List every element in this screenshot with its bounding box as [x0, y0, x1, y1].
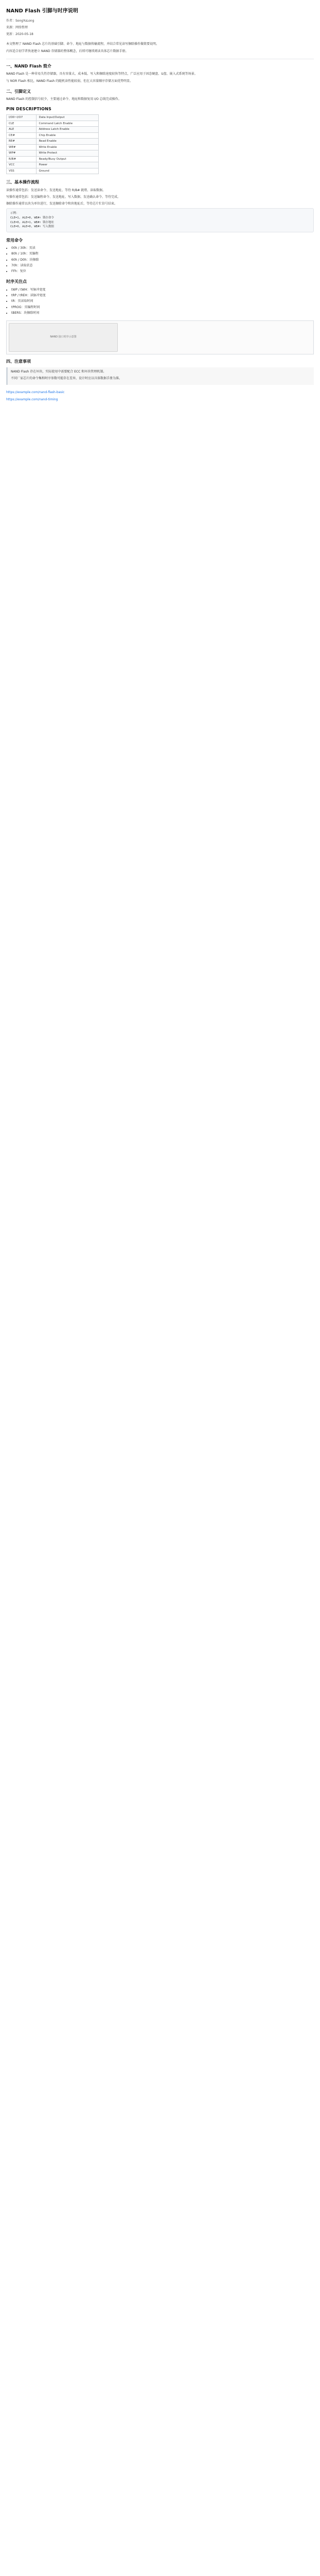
note-callout — [6, 367, 314, 385]
table-row — [7, 144, 99, 150]
pin-desc: Chip Enable — [37, 132, 99, 139]
pin-name: RE# — [7, 139, 37, 145]
pin-name: WE# — [7, 144, 37, 150]
bullet-group-2 — [6, 279, 314, 315]
list-item: • tWP / tWH：写脉冲宽度 — [11, 287, 314, 292]
code-block: 示例： CLE=1, ALE=0, WE#↑ 锁存命令 CLE=0, ALE=1, WE#↑ 锁存地址 CLE=0, ALE=0, WE#↑ 写入数据 — [6, 208, 314, 232]
bullet-list — [6, 287, 314, 315]
section-heading: 四、注意事项 — [6, 359, 31, 364]
pin-desc: Read Enable — [37, 139, 99, 145]
table-row — [7, 127, 99, 133]
reference-link[interactable]: https://example.com/nand-flash-basic — [6, 391, 65, 395]
section-paragraph: NAND Flash 是一种非易失性存储器，具有容量大、成本低、写入和擦除速度较快等特点，广泛应用于固态硬盘、U盘、嵌入式系统等场景。 — [6, 72, 198, 76]
pin-name: CE# — [7, 132, 37, 139]
table-row — [7, 121, 99, 127]
list-item: • tPROG：页编程时间 — [11, 305, 314, 310]
article-container — [0, 0, 320, 402]
intro-section — [6, 42, 314, 54]
pin-desc: Power — [37, 162, 99, 168]
reference-link-wrapper — [6, 397, 314, 402]
section-paragraph: NAND Flash 存在坏块，实际使用中需要配合 ECC 和坏块管理机制。 — [11, 369, 106, 374]
section-paragraph: NAND Flash 的控制信号较少，主要通过命令、地址和数据复用 I/O 总线完成操作。 — [6, 97, 121, 101]
bullet-group-title: 常用命令 — [6, 238, 23, 243]
section-heading: 三、基本操作流程 — [6, 180, 39, 185]
pin-name: VCC — [7, 162, 37, 168]
list-item: • tRP / tREH：读脉冲宽度 — [11, 293, 314, 298]
pin-desc: Address Latch Enable — [37, 127, 99, 133]
intro-paragraph: 内容适合初学者快速建立 NAND 存储器的整体概念，后续可继续阅读具体芯片数据手册。 — [6, 49, 129, 53]
image-caption: NAND 接口时序示意图 — [50, 335, 77, 339]
table-row — [7, 150, 99, 157]
meta-line: 来源：网络整理 — [6, 25, 28, 29]
reference-link[interactable]: https://example.com/nand-timing — [6, 397, 58, 401]
section-4 — [6, 359, 314, 385]
list-item: • 00h / 30h：页读 — [11, 246, 314, 250]
meta-line: 作者：SongYuLong — [6, 19, 34, 23]
pin-name: CLE — [7, 121, 37, 127]
image-block — [6, 320, 314, 354]
pin-desc: Write Protect — [37, 150, 99, 157]
links-section — [6, 390, 314, 402]
timing-diagram-image — [9, 323, 118, 352]
section-2 — [6, 89, 314, 174]
meta-block — [6, 19, 314, 37]
pin-desc: Command Latch Enable — [37, 121, 99, 127]
pin-desc: Ready/Busy Output — [37, 156, 99, 162]
table-row — [7, 132, 99, 139]
section-paragraph: 与 NOR Flash 相比，NAND Flash 的随机读性能较弱，但在大容量顺序存储方面优势明显。 — [6, 79, 133, 83]
list-item: • 80h / 10h：页编程 — [11, 251, 314, 256]
pin-table — [6, 114, 99, 174]
table-row — [7, 115, 99, 121]
section-paragraph: 读操作通常包括：发送读命令、发送地址、等待 R/B# 就绪、读取数据。 — [6, 188, 106, 192]
section-paragraph: 写操作通常包括：发送编程命令、发送地址、写入数据、发送确认命令、等待完成。 — [6, 195, 121, 199]
table-row — [7, 139, 99, 145]
bullet-list — [6, 246, 314, 274]
pin-descriptions-title: PIN DESCRIPTIONS — [6, 106, 51, 111]
pin-name: I/O0~I/O7 — [7, 115, 37, 121]
list-item: • 60h / D0h：块擦除 — [11, 258, 314, 262]
list-item: • tBERS：块擦除时间 — [11, 311, 314, 315]
reference-link-wrapper — [6, 390, 314, 395]
intro-paragraph: 本文整理了 NAND Flash 芯片的基础引脚、命令、地址与数据传输流程，并结合常见读写擦除操作做简要说明。 — [6, 42, 159, 46]
section-heading: 一、NAND Flash 简介 — [6, 63, 51, 69]
pin-name: ALE — [7, 127, 37, 133]
table-row — [7, 162, 99, 168]
pin-name: WP# — [7, 150, 37, 157]
section-1 — [6, 63, 314, 83]
meta-line: 更新：2020-05-18 — [6, 32, 33, 37]
section-paragraph: 擦除操作通常以块为单位进行，发送擦除命令和块地址后，等待芯片忙信号结束。 — [6, 202, 118, 206]
pin-desc: Write Enable — [37, 144, 99, 150]
pin-name: VSS — [7, 168, 37, 174]
list-item: • tR：页读取时间 — [11, 299, 314, 303]
page-title: NAND Flash 引脚与时序说明 — [6, 8, 78, 14]
list-item: • FFh：复位 — [11, 269, 314, 274]
list-item: • 70h：读取状态 — [11, 263, 314, 268]
pin-desc: Ground — [37, 168, 99, 174]
table-row — [7, 168, 99, 174]
table-row — [7, 156, 99, 162]
section-paragraph: 不同厂家芯片的命令集和时序参数可能存在差异，设计时应以具体数据手册为准。 — [11, 376, 122, 380]
section-heading: 二、引脚定义 — [6, 89, 31, 94]
bullet-group-title: 时序关注点 — [6, 279, 27, 284]
pin-desc: Data Input/Output — [37, 115, 99, 121]
pin-name: R/B# — [7, 156, 37, 162]
section-3 — [6, 179, 314, 232]
bullet-group-1 — [6, 238, 314, 274]
